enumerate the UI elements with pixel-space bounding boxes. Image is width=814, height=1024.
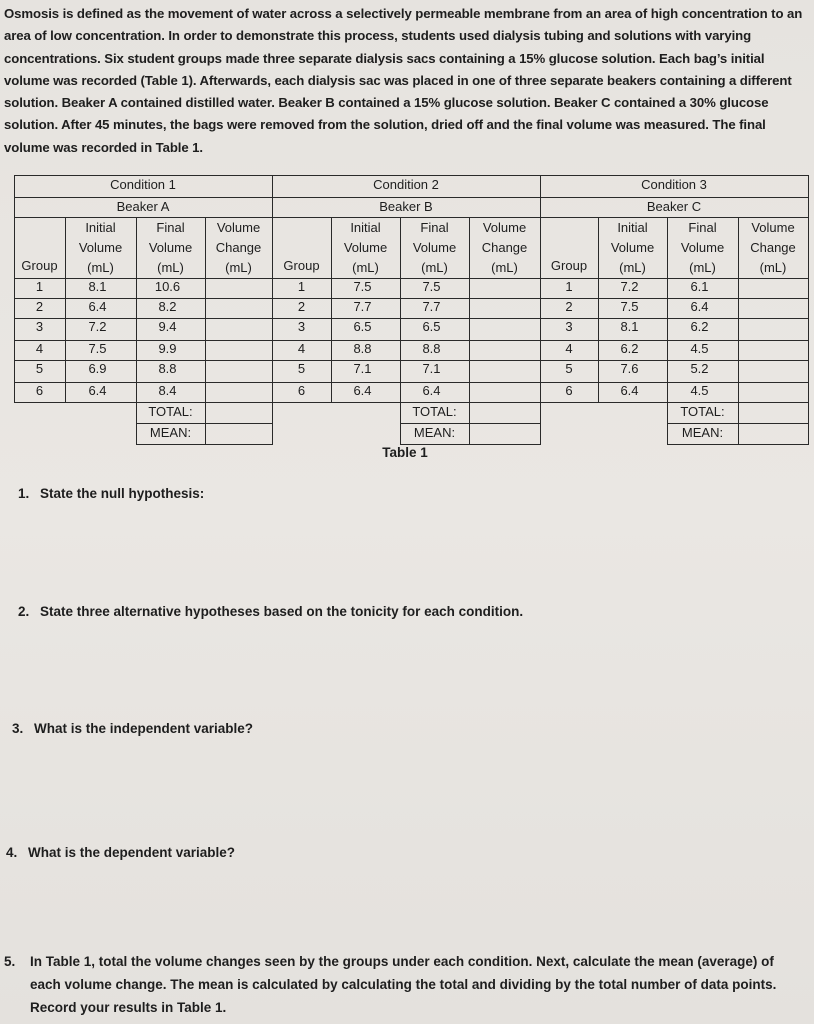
- table-rule: [540, 402, 809, 403]
- group-number: 2: [565, 299, 573, 314]
- volume-change: [205, 319, 272, 341]
- table-rule: [14, 360, 273, 361]
- initial-volume: 6.9: [88, 361, 107, 376]
- group-number: 1: [297, 279, 306, 294]
- initial-volume: 6.4: [88, 383, 107, 398]
- table-rule: [272, 278, 541, 279]
- question-1: [18, 482, 778, 505]
- table-rule: [808, 175, 809, 444]
- table-rule: [272, 175, 273, 402]
- final-volume: 10.6: [154, 279, 181, 294]
- question-4: [6, 841, 766, 864]
- final-volume: 7.5: [422, 279, 441, 294]
- volume-change: [205, 279, 272, 299]
- table-rule: [136, 444, 273, 445]
- final-volume: 7.1: [422, 361, 441, 376]
- volume-change: [469, 299, 540, 319]
- group-header: Group: [283, 258, 320, 273]
- table-rule: [14, 402, 273, 403]
- table-rule: [272, 360, 541, 361]
- table-rule: [14, 382, 273, 383]
- volume-change: [469, 341, 540, 361]
- initial-volume: 6.4: [88, 299, 107, 314]
- final-volume: 6.2: [690, 319, 709, 334]
- question-5: [4, 950, 794, 1019]
- final-volume: 7.7: [422, 299, 441, 314]
- final-volume-header-line: Final: [420, 220, 449, 235]
- table-rule: [272, 340, 541, 341]
- condition-title: Condition 3: [641, 177, 707, 192]
- initial-volume-header: [65, 217, 136, 278]
- volume-change: [205, 361, 272, 383]
- volume-change-header-line: Change: [215, 240, 262, 255]
- initial-volume-header: [598, 217, 667, 278]
- final-volume-header-line: Final: [688, 220, 717, 235]
- volume-change-header: [738, 217, 808, 278]
- volume-change-header-line: (mL): [491, 260, 518, 275]
- beaker-label: Beaker A: [116, 199, 170, 214]
- initial-volume: 7.5: [88, 341, 107, 356]
- volume-change: [205, 299, 272, 319]
- total-value: [469, 404, 540, 424]
- table-rule: [136, 217, 137, 444]
- final-volume-header-line: Volume: [680, 240, 725, 255]
- final-volume: 6.1: [690, 279, 709, 294]
- mean-label: MEAN:: [413, 425, 456, 440]
- beaker-label: Beaker B: [379, 199, 433, 214]
- initial-volume-header-line: Volume: [343, 240, 388, 255]
- condition-title: Condition 1: [110, 177, 176, 192]
- table-rule: [14, 175, 15, 402]
- group-number: 6: [297, 383, 306, 398]
- table-rule: [540, 217, 809, 218]
- initial-volume-header-line: Initial: [350, 220, 381, 235]
- volume-change: [738, 299, 808, 319]
- table-rule: [540, 278, 809, 279]
- question-4-text: What is the dependent variable?: [28, 845, 236, 860]
- initial-volume: 7.5: [620, 299, 639, 314]
- table-rule: [272, 402, 541, 403]
- volume-change: [738, 341, 808, 361]
- group-number: 5: [35, 361, 44, 376]
- final-volume-header-line: Volume: [148, 240, 193, 255]
- beaker-label: Beaker C: [646, 199, 702, 214]
- group-number: 4: [565, 341, 573, 356]
- initial-volume-header-line: Initial: [617, 220, 648, 235]
- table-rule: [205, 217, 206, 444]
- mean-value: [469, 425, 540, 445]
- mean-label: MEAN:: [149, 425, 192, 440]
- final-volume-header: [136, 217, 205, 278]
- table-rule: [738, 217, 739, 444]
- initial-volume: 8.8: [353, 341, 372, 356]
- initial-volume-header-line: (mL): [619, 260, 646, 275]
- table-rule: [400, 217, 401, 444]
- question-3-text: What is the independent variable?: [34, 721, 254, 736]
- table-rule: [272, 382, 541, 383]
- volume-change: [469, 383, 540, 403]
- final-volume: 4.5: [690, 341, 709, 356]
- final-volume: 6.5: [422, 319, 441, 334]
- final-volume: 6.4: [690, 299, 709, 314]
- question-3-number: 3.: [12, 721, 24, 736]
- initial-volume: 7.2: [620, 279, 639, 294]
- volume-change-header-line: (mL): [759, 260, 787, 275]
- table-rule: [14, 318, 273, 319]
- table-rule: [14, 340, 273, 341]
- question-3: [12, 717, 772, 740]
- group-number: 6: [35, 383, 44, 398]
- table-rule: [14, 217, 273, 218]
- total-value: [738, 404, 808, 424]
- table-rule: [272, 298, 541, 299]
- initial-volume: 6.2: [620, 341, 639, 356]
- mean-label: MEAN:: [681, 425, 724, 440]
- group-number: 5: [565, 361, 573, 376]
- initial-volume: 7.5: [353, 279, 372, 294]
- table-rule: [272, 217, 541, 218]
- initial-volume: 8.1: [620, 319, 639, 334]
- volume-change-header: [469, 217, 540, 278]
- volume-change: [205, 341, 272, 361]
- group-header: Group: [21, 258, 58, 273]
- volume-change-header-line: Volume: [751, 220, 795, 235]
- question-2: [18, 600, 778, 623]
- question-2-number: 2.: [18, 604, 30, 619]
- initial-volume-header-line: Volume: [610, 240, 655, 255]
- volume-change-header-line: Change: [750, 240, 796, 255]
- table-rule: [540, 318, 809, 319]
- condition-title: Condition 2: [373, 177, 439, 192]
- question-1-text: State the null hypothesis:: [40, 486, 205, 501]
- intro-paragraph: [4, 3, 808, 159]
- final-volume: 4.5: [690, 383, 709, 398]
- question-5-number: 5.: [4, 954, 16, 969]
- volume-change-header-line: Volume: [482, 220, 527, 235]
- table-rule: [540, 382, 809, 383]
- group-number: 2: [35, 299, 44, 314]
- final-volume: 8.2: [158, 299, 177, 314]
- group-number: 3: [35, 319, 44, 334]
- final-volume: 9.4: [158, 319, 177, 334]
- table-rule: [400, 423, 541, 424]
- initial-volume-header-line: Volume: [78, 240, 123, 255]
- table-rule: [14, 175, 809, 176]
- total-label: TOTAL:: [680, 404, 725, 419]
- table-rule: [331, 217, 332, 402]
- initial-volume-header-line: Initial: [85, 220, 116, 235]
- question-2-text: State three alternative hypotheses based on the tonicity for each condition.: [40, 604, 524, 619]
- final-volume: 8.8: [422, 341, 441, 356]
- volume-change: [469, 319, 540, 341]
- volume-change: [738, 383, 808, 403]
- final-volume-header-line: Volume: [412, 240, 457, 255]
- group-number: 5: [297, 361, 306, 376]
- initial-volume: 6.4: [620, 383, 639, 398]
- question-5-text: In Table 1, total the volume changes seen by the groups under each condition. Next, calculate the mean (average) of each volume change. The mean is calculated by calculating the total and dividing by the total number of data points. Record your results in Table 1.: [30, 954, 777, 1015]
- table-rule: [272, 197, 541, 198]
- group-number: 6: [565, 383, 573, 398]
- intro-text: Osmosis is defined as the movement of water across a selectively permeable membrane from an area of high concentration to an area of low concentration. In order to demonstrate this process, students used dialysis tubing and solutions with varying concentrations. Six student groups made three separate dialysis sacs containing a 15% glucose solution. Each bag’s initial volume was recorded (Table 1). Afterwards, each dialysis sac was placed in one of three separate beakers containing a different solution. Beaker A contained distilled water. Beaker B contained a 15% glucose solution. Beaker C contained a 30% glucose solution. After 45 minutes, the bags were removed from the solution, dried off and the final volume was measured. The final volume was recorded in Table 1.: [4, 6, 803, 155]
- volume-change-header-line: (mL): [225, 260, 252, 275]
- initial-volume: 7.1: [353, 361, 372, 376]
- question-4-number: 4.: [6, 845, 18, 860]
- volume-change: [469, 361, 540, 383]
- table-rule: [540, 360, 809, 361]
- final-volume: 6.4: [422, 383, 441, 398]
- group-number: 2: [297, 299, 306, 314]
- initial-volume-header-line: (mL): [87, 260, 114, 275]
- table-rule: [667, 444, 809, 445]
- initial-volume: 6.5: [353, 319, 372, 334]
- question-1-number: 1.: [18, 486, 30, 501]
- mean-value: [205, 425, 272, 445]
- final-volume-header-line: (mL): [157, 260, 184, 275]
- group-number: 4: [35, 341, 44, 356]
- volume-change-header-line: Change: [481, 240, 528, 255]
- group-number: 1: [565, 279, 573, 294]
- initial-volume: 7.7: [353, 299, 372, 314]
- final-volume: 8.4: [158, 383, 177, 398]
- table-rule: [14, 278, 273, 279]
- group-header: Group: [550, 258, 588, 273]
- group-number: 4: [297, 341, 306, 356]
- table-rule: [598, 217, 599, 402]
- table-rule: [272, 318, 541, 319]
- group-number: 1: [35, 279, 44, 294]
- volume-change: [469, 279, 540, 299]
- initial-volume: 8.1: [88, 279, 107, 294]
- initial-volume: 6.4: [353, 383, 372, 398]
- table-rule: [14, 298, 273, 299]
- final-volume-header: [667, 217, 738, 278]
- initial-volume-header: [331, 217, 400, 278]
- final-volume: 9.9: [158, 341, 177, 356]
- volume-change: [738, 279, 808, 299]
- total-value: [205, 404, 272, 424]
- final-volume: 8.8: [158, 361, 177, 376]
- table-rule: [14, 197, 273, 198]
- volume-change: [738, 319, 808, 341]
- table-rule: [667, 217, 668, 444]
- table-rule: [540, 340, 809, 341]
- final-volume: 5.2: [690, 361, 709, 376]
- table-rule: [65, 217, 66, 402]
- volume-change: [738, 361, 808, 383]
- table-rule: [540, 175, 541, 402]
- total-label: TOTAL:: [412, 404, 457, 419]
- total-label: TOTAL:: [148, 404, 193, 419]
- volume-change-header-line: Volume: [216, 220, 261, 235]
- final-volume-header-line: Final: [156, 220, 185, 235]
- initial-volume: 7.6: [620, 361, 639, 376]
- group-number: 3: [565, 319, 573, 334]
- final-volume-header-line: (mL): [689, 260, 716, 275]
- volume-change: [205, 383, 272, 403]
- group-number: 3: [297, 319, 306, 334]
- initial-volume-header-line: (mL): [352, 260, 379, 275]
- final-volume-header-line: (mL): [421, 260, 448, 275]
- initial-volume: 7.2: [88, 319, 107, 334]
- table-rule: [469, 217, 470, 444]
- volume-change-header: [205, 217, 272, 278]
- table-caption: Table 1: [382, 445, 428, 460]
- table-rule: [540, 298, 809, 299]
- mean-value: [738, 425, 808, 445]
- final-volume-header: [400, 217, 469, 278]
- table-rule: [540, 197, 809, 198]
